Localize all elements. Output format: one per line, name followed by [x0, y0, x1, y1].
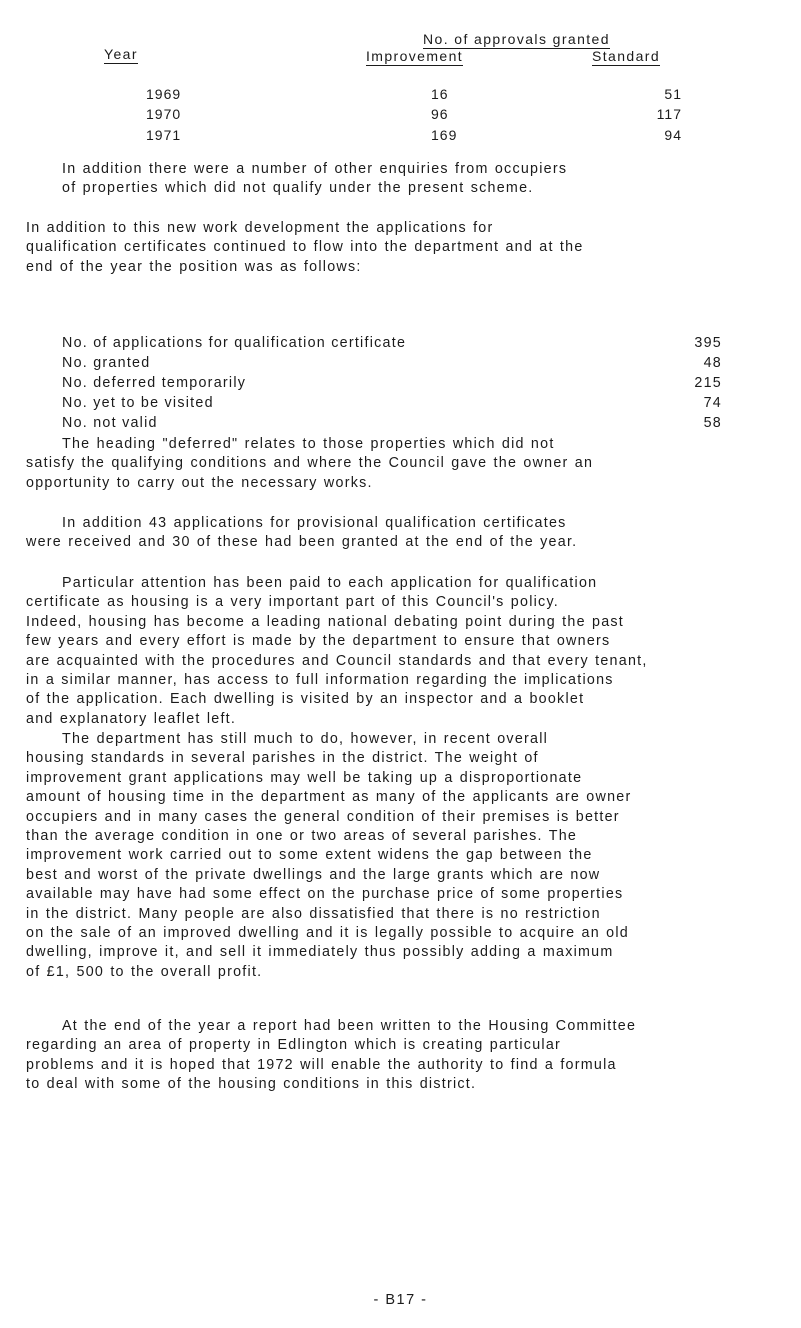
list-item-value: 395: [694, 335, 722, 351]
col-standard-header: [592, 48, 660, 64]
table-row-improvement: 96: [431, 106, 449, 122]
col-standard-header-text: Standard: [592, 48, 661, 64]
table-row-standard: 94: [664, 127, 682, 143]
list-item: [62, 355, 722, 374]
list-item: [62, 335, 722, 354]
paragraph-department-work: The department has still much to do, however, in recent overall housing standards in several parishes in the district. The weight of improvement grant applications may well be taking up a disproportionate amount of housing time in the department as many of the applicants are owner occupiers and in many cases the general condition of their premises is better than the average condition in one or two areas of several parishes. The improvement work carried out to some extent widens the gap between the best and worst of the private dwellings and the large grants which are now available may have had some effect on the purchase price of some properties in the district. Many people are also dissatisfied that there is no restriction on the sale of an improved dwelling and it is legally possible to acquire an old dwelling, improve it, and sell it immediately thus possibly adding a maximum of £1, 500 to the overall profit.: [26, 731, 632, 980]
table-row-improvement: 169: [431, 127, 458, 143]
table-row-year: 1970: [146, 106, 182, 122]
list-item: [62, 395, 722, 414]
paragraph-other-enquiries: In addition there were a number of other enquiries from occupiers of properties which did not qualify under the present scheme.: [62, 161, 568, 197]
list-item-value: 215: [694, 375, 722, 391]
list-item: [62, 415, 722, 434]
paragraph-qualification-certificates: In addition to this new work development the applications for qualification certificates continued to flow into the department and at the end of the year the position was as follows:: [26, 220, 584, 275]
list-item: [62, 375, 722, 394]
col-group-header-text: No. of approvals granted: [423, 31, 610, 47]
list-item-label: No. not valid: [62, 415, 158, 431]
col-improvement-header: [366, 48, 463, 64]
page-number: - B17 -: [373, 1292, 428, 1308]
col-year-header: [104, 46, 138, 62]
list-item-value: 74: [703, 395, 722, 411]
list-item-label: No. deferred temporarily: [62, 375, 247, 391]
list-item-label: No. granted: [62, 355, 151, 371]
paragraph-deferred-heading: The heading "deferred" relates to those properties which did not satisfy the qualifying conditions and where the Council gave the owner an opportunity to carry out the necessary works.: [26, 436, 594, 491]
paragraph-particular-attention: Particular attention has been paid to each application for qualification certificate as housing is a very important part of this Council's policy. Indeed, housing has become a leading national debating point during the past few years and every effort is made by the department to ensure that owners are acquainted with the procedures and Council standards and that every tenant, in a similar manner, has access to full information regarding the implications of the application. Each dwelling is visited by an inspector and a booklet and explanatory leaflet left.: [26, 575, 648, 727]
col-improvement-header-text: Improvement: [366, 48, 464, 64]
table-row-improvement: 16: [431, 86, 449, 102]
table-row-standard: 117: [656, 106, 682, 122]
col-year-header-text: Year: [104, 46, 138, 62]
col-group-header: [423, 31, 610, 47]
paragraph-provisional-certificates: In addition 43 applications for provisional qualification certificates were received and 30 of these had been granted at the end of the year.: [26, 515, 578, 551]
table-row-year: 1971: [146, 127, 182, 143]
list-item-value: 58: [703, 415, 722, 431]
paragraph-housing-committee-report: At the end of the year a report had been written to the Housing Committee regarding an area of property in Edlington which is creating particular problems and it is hoped that 1972 will enable the authority to find a formula to deal with some of the housing conditions in this district.: [26, 1018, 637, 1093]
list-item-label: No. yet to be visited: [62, 395, 214, 411]
list-item-label: No. of applications for qualification certificate: [62, 335, 407, 351]
table-row-standard: 51: [664, 86, 682, 102]
list-item-value: 48: [703, 355, 722, 371]
table-row-year: 1969: [146, 86, 182, 102]
